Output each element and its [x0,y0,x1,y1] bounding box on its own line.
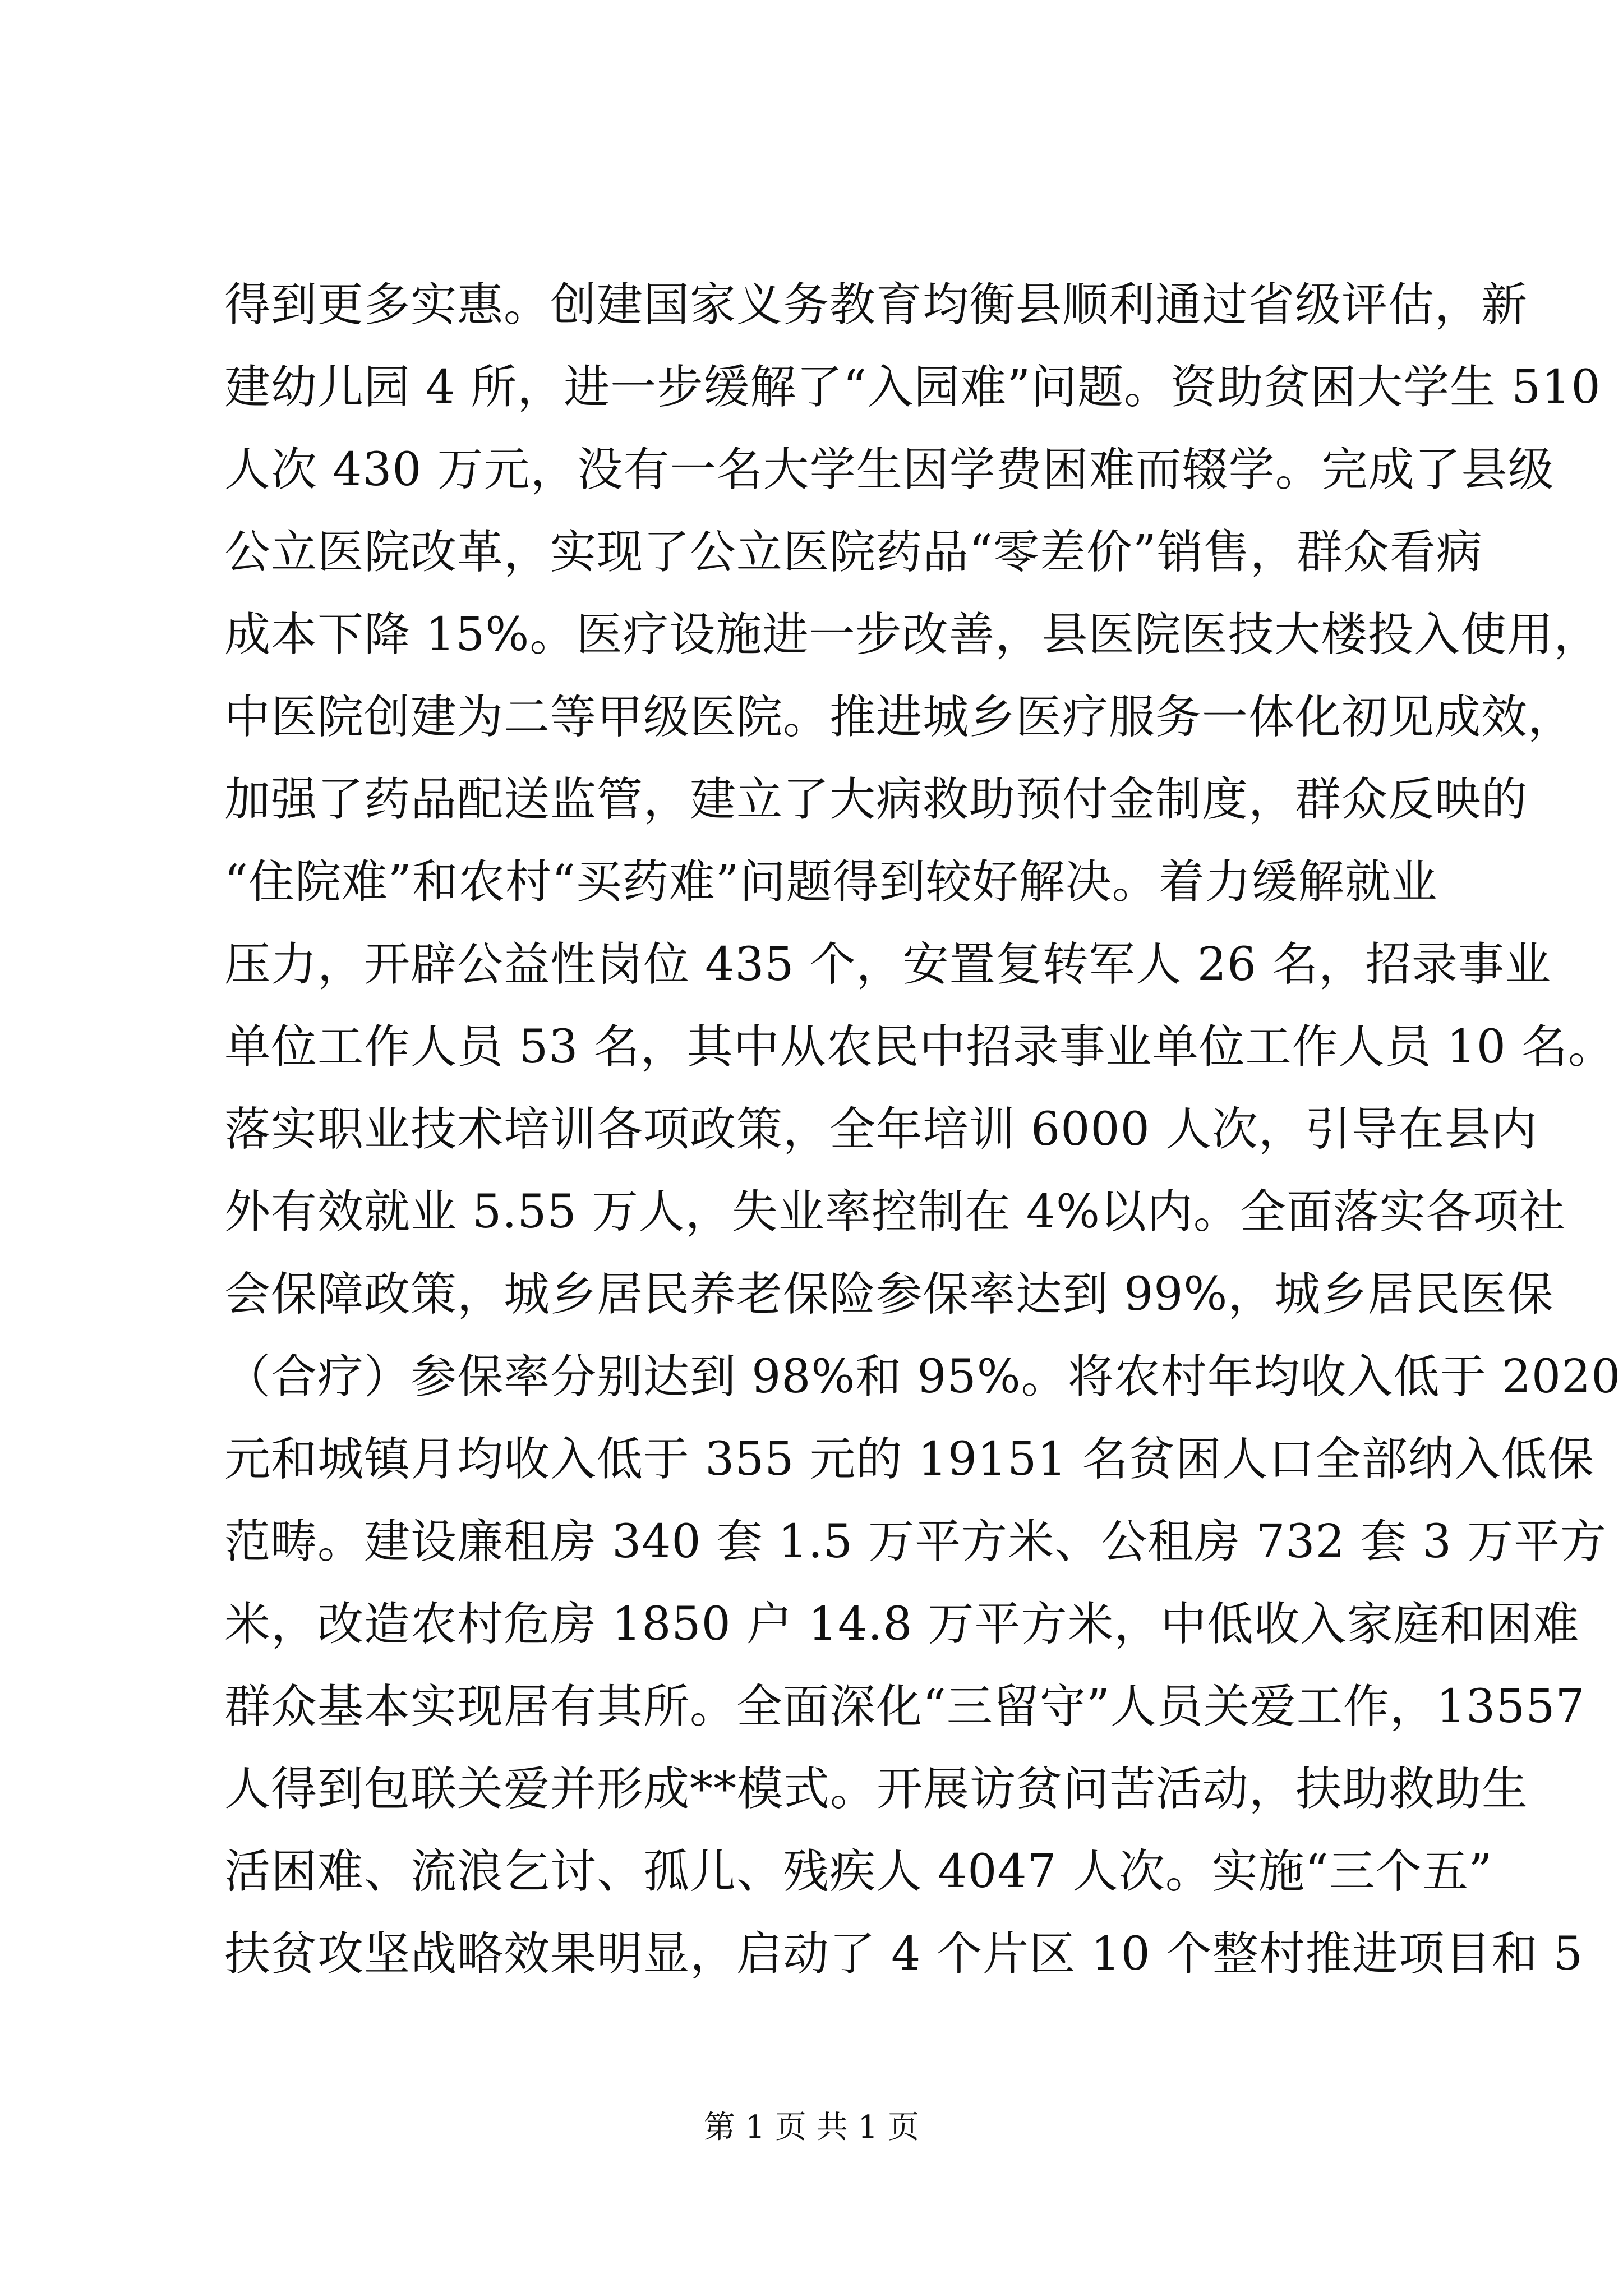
text-line: 压力，开辟公益性岗位 435 个，安置复转军人 26 名，招录事业 [224,938,1552,991]
text-line: 外有效就业 5.55 万人，失业率控制在 4%以内。全面落实各项社 [224,1185,1566,1239]
text-line: 米，改造农村危房 1850 户 14.8 万平方米，中低收入家庭和困难 [224,1598,1580,1651]
text-line: 元和城镇月均收入低于 355 元的 19151 名贫困人口全部纳入低保 [224,1433,1594,1486]
text-line: 活困难、流浪乞讨、孤儿、残疾人 4047 人次。实施“三个五” [224,1845,1493,1898]
text-line: 中医院创建为二等甲级医院。推进城乡医疗服务一体化初见成效， [224,691,1575,744]
text-line: 公立医院改革，实现了公立医院药品“零差价”销售，群众看病 [224,526,1483,579]
text-line: 范畴。建设廉租房 340 套 1.5 万平方米、公租房 732 套 3 万平方 [224,1515,1607,1568]
text-line: 落实职业技术培训各项政策，全年培训 6000 人次，引导在县内 [224,1103,1538,1156]
page-footer [0,2108,1623,2147]
text-line: 人次 430 万元，没有一名大学生因学费困难而辍学。完成了县级 [224,443,1555,496]
text-line: 会保障政策，城乡居民养老保险参保率达到 99%，城乡居民医保 [224,1268,1554,1321]
body-text [224,264,1621,1995]
text-line: 人得到包联关爱并形成**模式。开展访贫问苦活动，扶助救助生 [224,1763,1529,1816]
text-line: 单位工作人员 53 名，其中从农民中招录事业单位工作人员 10 名。 [224,1020,1615,1074]
text-line: （合疗）参保率分别达到 98%和 95%。将农村年均收入低于 2020 [224,1350,1621,1404]
text-line: 加强了药品配送监管，建立了大病救助预付金制度，群众反映的 [224,773,1528,826]
text-line: 成本下降 15%。医疗设施进一步改善，县医院医技大楼投入使用， [224,608,1601,661]
text-line: 扶贫攻坚战略效果明显，启动了 4 个片区 10 个整村推进项目和 5 [224,1927,1584,1981]
text-line: “住院难”和农村“买药难”问题得到较好解决。着力缓解就业 [224,855,1438,909]
text-line: 群众基本实现居有其所。全面深化“三留守”人员关爱工作，13557 [224,1680,1585,1733]
text-line: 得到更多实惠。创建国家义务教育均衡县顺利通过省级评估，新 [224,278,1528,332]
page-number-label: 第 1 页 共 1 页 [703,2109,920,2146]
text-line: 建幼儿园 4 所，进一步缓解了“入园难”问题。资助贫困大学生 510 [224,361,1601,414]
